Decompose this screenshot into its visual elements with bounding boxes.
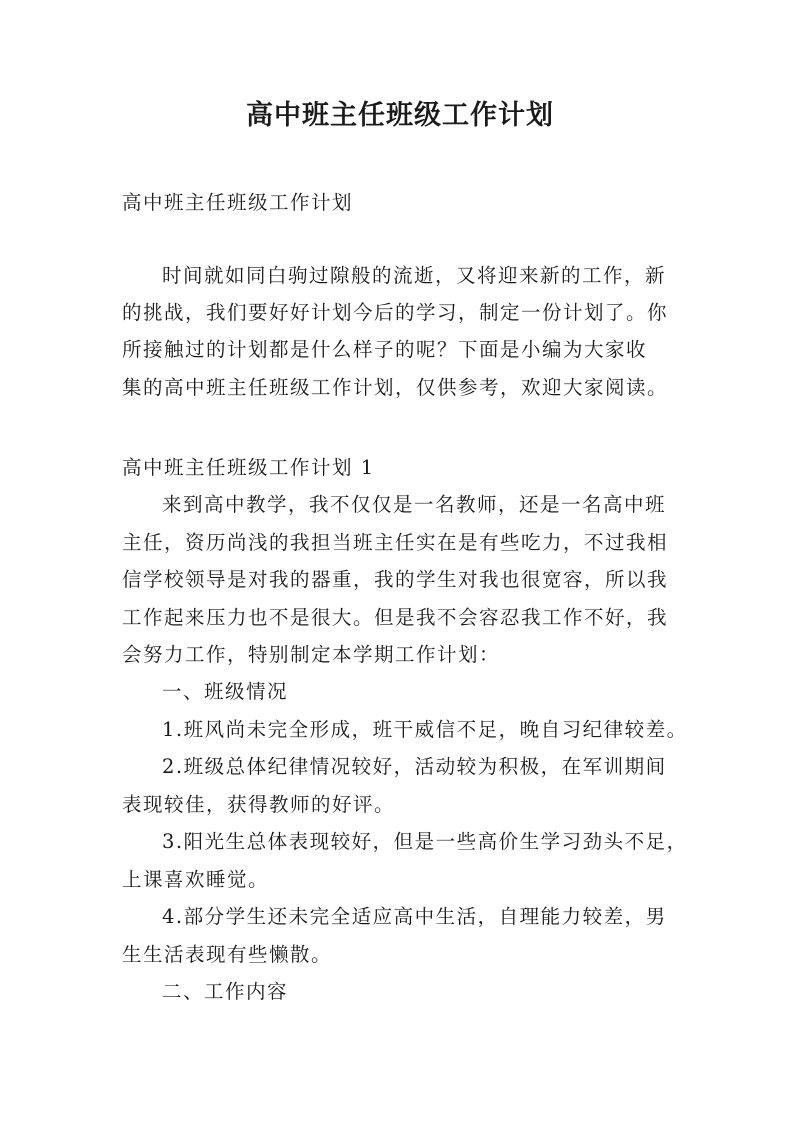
document-title: 高中班主任班级工作计划 bbox=[246, 100, 554, 131]
intro-line-1: 时间就如同白驹过隙般的流逝，又将迎来新的工作，新 bbox=[162, 264, 667, 287]
intro-line-2: 的挑战，我们要好好计划今后的学习，制定一份计划了。你 bbox=[122, 301, 669, 324]
subtitle-line: 高中班主任班级工作计划 bbox=[122, 191, 354, 214]
list-item-2-line-2: 表现较佳，获得教师的好评。 bbox=[122, 793, 396, 816]
list-item-1: 1.班风尚未完全形成，班干威信不足，晚自习纪律较差。 bbox=[162, 718, 688, 741]
body-line-4: 工作起来压力也不是很大。但是我不会容忍我工作不好，我 bbox=[122, 606, 669, 629]
list-item-2-line-1: 2.班级总体纪律情况较好，活动较为积极，在军训期间 bbox=[162, 755, 667, 778]
body-line-1: 来到高中教学，我不仅仅是一名教师，还是一名高中班 bbox=[162, 493, 667, 516]
intro-line-3: 所接触过的计划都是什么样子的呢？下面是小编为大家收 bbox=[122, 338, 648, 361]
intro-line-4: 集的高中班主任班级工作计划，仅供参考，欢迎大家阅读。 bbox=[122, 376, 669, 399]
list-item-4-line-1: 4.部分学生还未完全适应高中生活，自理能力较差，男 bbox=[162, 905, 667, 928]
body-line-2: 主任，资历尚浅的我担当班主任实在是有些吃力，不过我相 bbox=[122, 531, 669, 554]
body-line-3: 信学校领导是对我的器重，我的学生对我也很宽容，所以我 bbox=[122, 568, 669, 591]
list-item-3-line-2: 上课喜欢睡觉。 bbox=[122, 868, 270, 891]
list-item-4-line-2: 生生活表现有些懒散。 bbox=[122, 943, 333, 966]
list-item-3-line-1: 3.阳光生总体表现较好，但是一些高价生学习劲头不足， bbox=[162, 830, 688, 853]
body-line-5: 会努力工作，特别制定本学期工作计划： bbox=[122, 643, 501, 666]
subheading-class-situation: 一、班级情况 bbox=[162, 680, 289, 703]
section-heading-1: 高中班主任班级工作计划 1 bbox=[122, 456, 375, 479]
subheading-work-content: 二、工作内容 bbox=[162, 980, 289, 1003]
